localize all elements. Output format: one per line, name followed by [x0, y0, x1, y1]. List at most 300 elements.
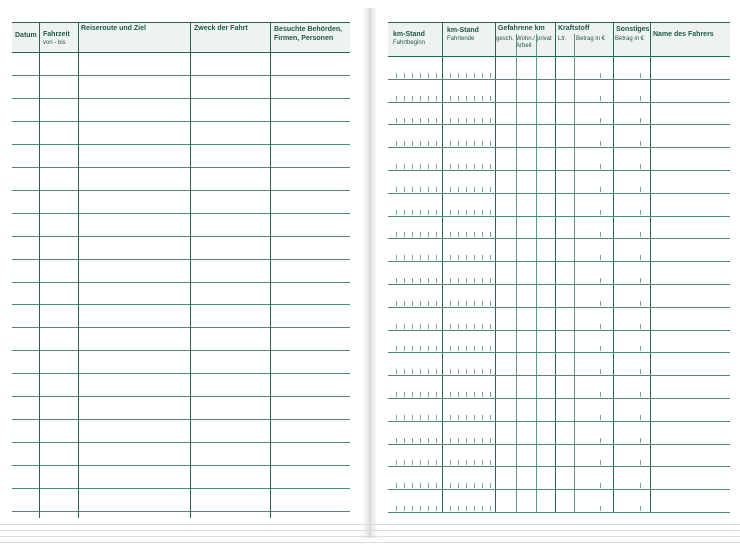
digit-tick [466, 460, 467, 465]
digit-tick [474, 255, 475, 260]
decimal-tick [640, 187, 641, 192]
digit-tick [404, 164, 405, 169]
digit-tick [436, 278, 437, 283]
digit-tick [404, 438, 405, 443]
digit-tick [436, 96, 437, 101]
digit-tick [420, 118, 421, 123]
digit-tick [482, 232, 483, 237]
right-subcolumn-divider [574, 34, 575, 512]
right-column-divider [495, 22, 496, 512]
digit-tick [428, 164, 429, 169]
digit-tick [412, 73, 413, 78]
digit-tick [490, 438, 491, 443]
right-column-divider [555, 22, 556, 512]
digit-tick [466, 210, 467, 215]
digit-tick [490, 255, 491, 260]
digit-tick [428, 438, 429, 443]
right-column-divider [442, 22, 443, 512]
digit-tick [404, 255, 405, 260]
digit-tick [404, 141, 405, 146]
digit-tick [412, 438, 413, 443]
digit-tick [396, 187, 397, 192]
digit-tick [436, 369, 437, 374]
digit-tick [450, 232, 451, 237]
left-row-line [12, 373, 350, 374]
left-column-divider [78, 22, 79, 518]
digit-tick [490, 96, 491, 101]
left-row-line [12, 98, 350, 99]
decimal-tick [640, 324, 641, 329]
digit-tick [404, 369, 405, 374]
digit-tick [396, 438, 397, 443]
left-header-bottom-line [12, 52, 350, 53]
right-row-line [388, 238, 730, 239]
digit-tick [466, 415, 467, 420]
digit-tick [412, 483, 413, 488]
col-datum-header: Datum [15, 32, 37, 39]
digit-tick [490, 415, 491, 420]
digit-tick [436, 301, 437, 306]
digit-tick [412, 460, 413, 465]
digit-tick [420, 278, 421, 283]
col-besuchte-header: Besuchte Behörden, Firmen, Personen [274, 26, 343, 42]
digit-tick [428, 141, 429, 146]
digit-tick [436, 73, 437, 78]
digit-tick [482, 369, 483, 374]
digit-tick [482, 483, 483, 488]
digit-tick [450, 415, 451, 420]
right-row-line [388, 398, 730, 399]
digit-tick [420, 460, 421, 465]
digit-tick [428, 483, 429, 488]
digit-tick [482, 301, 483, 306]
digit-tick [404, 392, 405, 397]
decimal-tick [640, 392, 641, 397]
digit-tick [482, 164, 483, 169]
digit-tick [428, 96, 429, 101]
decimal-tick [600, 346, 601, 351]
decimal-tick [600, 141, 601, 146]
digit-tick [436, 415, 437, 420]
right-header-top-line [388, 22, 730, 23]
digit-tick [428, 278, 429, 283]
digit-tick [428, 187, 429, 192]
left-row-line [12, 213, 350, 214]
digit-tick [466, 369, 467, 374]
digit-tick [482, 460, 483, 465]
decimal-tick [640, 415, 641, 420]
digit-tick [436, 438, 437, 443]
digit-tick [396, 460, 397, 465]
left-row-line [12, 488, 350, 489]
left-row-line [12, 75, 350, 76]
digit-tick [474, 324, 475, 329]
digit-tick [420, 96, 421, 101]
digit-tick [428, 210, 429, 215]
digit-tick [436, 118, 437, 123]
digit-tick [412, 232, 413, 237]
digit-tick [474, 141, 475, 146]
digit-tick [428, 118, 429, 123]
col-km-beginn-sub: Fahrtbeginn [393, 40, 426, 46]
left-row-line [12, 465, 350, 466]
digit-tick [474, 483, 475, 488]
digit-tick [428, 415, 429, 420]
digit-tick [474, 460, 475, 465]
digit-tick [466, 164, 467, 169]
decimal-tick [640, 141, 641, 146]
right-subcolumn-divider [516, 34, 517, 512]
digit-tick [428, 369, 429, 374]
digit-tick [474, 369, 475, 374]
digit-tick [482, 141, 483, 146]
left-row-line [12, 442, 350, 443]
digit-tick [490, 324, 491, 329]
digit-tick [458, 232, 459, 237]
digit-tick [490, 164, 491, 169]
digit-tick [450, 369, 451, 374]
digit-tick [490, 278, 491, 283]
col-sonstiges-sub: Betrag in € [615, 36, 645, 42]
digit-tick [490, 346, 491, 351]
digit-tick [420, 346, 421, 351]
decimal-tick [640, 255, 641, 260]
digit-tick [404, 210, 405, 215]
right-row-line [388, 216, 730, 217]
digit-tick [428, 460, 429, 465]
digit-tick [412, 141, 413, 146]
digit-tick [474, 392, 475, 397]
digit-tick [428, 255, 429, 260]
digit-tick [396, 506, 397, 511]
col-fahrzeit-sub: von - bis [43, 40, 66, 46]
digit-tick [420, 210, 421, 215]
digit-tick [420, 483, 421, 488]
right-row-line [388, 512, 730, 513]
decimal-tick [600, 118, 601, 123]
digit-tick [420, 255, 421, 260]
digit-tick [458, 96, 459, 101]
decimal-tick [640, 506, 641, 511]
digit-tick [396, 324, 397, 329]
digit-tick [490, 506, 491, 511]
digit-tick [458, 141, 459, 146]
digit-tick [404, 346, 405, 351]
digit-tick [436, 232, 437, 237]
digit-tick [458, 278, 459, 283]
digit-tick [436, 392, 437, 397]
digit-tick [428, 232, 429, 237]
digit-tick [420, 369, 421, 374]
digit-tick [396, 369, 397, 374]
digit-tick [396, 483, 397, 488]
digit-tick [420, 506, 421, 511]
digit-tick [412, 164, 413, 169]
digit-tick [466, 346, 467, 351]
digit-tick [428, 324, 429, 329]
digit-tick [466, 96, 467, 101]
digit-tick [474, 415, 475, 420]
digit-tick [404, 415, 405, 420]
digit-tick [404, 324, 405, 329]
digit-tick [490, 232, 491, 237]
digit-tick [436, 187, 437, 192]
decimal-tick [600, 210, 601, 215]
digit-tick [404, 301, 405, 306]
right-row-line [388, 352, 730, 353]
digit-tick [396, 96, 397, 101]
decimal-tick [600, 255, 601, 260]
digit-tick [396, 118, 397, 123]
col-fahrer-header: Name des Fahrers [653, 31, 714, 38]
decimal-tick [640, 164, 641, 169]
digit-tick [436, 141, 437, 146]
digit-tick [412, 346, 413, 351]
digit-tick [482, 73, 483, 78]
left-row-line [12, 304, 350, 305]
digit-tick [482, 210, 483, 215]
right-row-line [388, 124, 730, 125]
digit-tick [436, 255, 437, 260]
digit-tick [450, 506, 451, 511]
digit-tick [466, 301, 467, 306]
right-row-line [388, 466, 730, 467]
digit-tick [404, 96, 405, 101]
digit-tick [450, 460, 451, 465]
right-row-line [388, 375, 730, 376]
right-row-line [388, 421, 730, 422]
digit-tick [482, 506, 483, 511]
digit-tick [428, 346, 429, 351]
digit-tick [466, 73, 467, 78]
decimal-tick [600, 96, 601, 101]
digit-tick [396, 415, 397, 420]
digit-tick [490, 187, 491, 192]
digit-tick [428, 392, 429, 397]
digit-tick [450, 278, 451, 283]
left-row-line [12, 190, 350, 191]
digit-tick [466, 118, 467, 123]
digit-tick [466, 392, 467, 397]
digit-tick [420, 324, 421, 329]
digit-tick [450, 392, 451, 397]
digit-tick [396, 210, 397, 215]
digit-tick [466, 483, 467, 488]
left-row-line [12, 282, 350, 283]
decimal-tick [600, 460, 601, 465]
digit-tick [458, 415, 459, 420]
digit-tick [428, 506, 429, 511]
digit-tick [450, 324, 451, 329]
digit-tick [420, 301, 421, 306]
digit-tick [458, 369, 459, 374]
col-km-ende-header: km-Stand [447, 27, 479, 34]
right-row-line [388, 170, 730, 171]
digit-tick [466, 324, 467, 329]
left-row-line [12, 327, 350, 328]
digit-tick [396, 278, 397, 283]
digit-tick [490, 141, 491, 146]
digit-tick [404, 73, 405, 78]
right-header-bottom-line [388, 56, 730, 57]
left-row-line [12, 511, 350, 512]
page-stack-edges [0, 520, 740, 554]
digit-tick [458, 73, 459, 78]
digit-tick [482, 438, 483, 443]
digit-tick [412, 118, 413, 123]
right-row-line [388, 261, 730, 262]
digit-tick [490, 392, 491, 397]
right-row-line [388, 284, 730, 285]
digit-tick [396, 232, 397, 237]
decimal-tick [640, 301, 641, 306]
digit-tick [396, 164, 397, 169]
decimal-tick [640, 346, 641, 351]
decimal-tick [600, 506, 601, 511]
decimal-tick [600, 164, 601, 169]
digit-tick [490, 301, 491, 306]
digit-tick [450, 438, 451, 443]
left-row-line [12, 121, 350, 122]
digit-tick [428, 73, 429, 78]
digit-tick [458, 187, 459, 192]
digit-tick [396, 392, 397, 397]
left-row-line [12, 259, 350, 260]
digit-tick [436, 483, 437, 488]
digit-tick [412, 278, 413, 283]
decimal-tick [640, 210, 641, 215]
digit-tick [404, 278, 405, 283]
digit-tick [482, 96, 483, 101]
right-page [376, 12, 734, 524]
digit-tick [396, 301, 397, 306]
digit-tick [490, 118, 491, 123]
digit-tick [490, 210, 491, 215]
col-zweck-header: Zweck der Fahrt [194, 25, 248, 32]
digit-tick [412, 415, 413, 420]
digit-tick [474, 210, 475, 215]
decimal-tick [640, 73, 641, 78]
digit-tick [466, 255, 467, 260]
digit-tick [474, 438, 475, 443]
digit-tick [420, 392, 421, 397]
left-page [8, 12, 366, 524]
digit-tick [458, 255, 459, 260]
left-row-line [12, 350, 350, 351]
decimal-tick [640, 483, 641, 488]
digit-tick [404, 460, 405, 465]
digit-tick [474, 346, 475, 351]
digit-tick [412, 301, 413, 306]
decimal-tick [640, 96, 641, 101]
digit-tick [474, 232, 475, 237]
col-reiseroute-header: Reiseroute und Ziel [81, 25, 146, 32]
digit-tick [412, 96, 413, 101]
digit-tick [474, 301, 475, 306]
col-km-ende-sub: Fahrtende [447, 36, 475, 42]
digit-tick [458, 506, 459, 511]
right-row-line [388, 102, 730, 103]
digit-tick [458, 460, 459, 465]
digit-tick [450, 210, 451, 215]
digit-tick [420, 141, 421, 146]
digit-tick [450, 187, 451, 192]
digit-tick [474, 73, 475, 78]
col-privat-sub: privat [537, 36, 552, 42]
decimal-tick [640, 118, 641, 123]
digit-tick [404, 118, 405, 123]
digit-tick [466, 232, 467, 237]
digit-tick [436, 164, 437, 169]
digit-tick [412, 187, 413, 192]
digit-tick [466, 141, 467, 146]
right-row-line [388, 330, 730, 331]
digit-tick [474, 164, 475, 169]
col-wohn-arbeit-sub: Wohn./ Arbeit [516, 36, 535, 49]
decimal-tick [600, 392, 601, 397]
digit-tick [466, 506, 467, 511]
right-column-divider [613, 22, 614, 512]
digit-tick [458, 438, 459, 443]
digit-tick [458, 301, 459, 306]
col-km-beginn-header: km-Stand [393, 31, 425, 38]
digit-tick [412, 369, 413, 374]
left-column-divider [39, 22, 40, 518]
left-header-top-line [12, 22, 350, 23]
decimal-tick [640, 438, 641, 443]
digit-tick [404, 187, 405, 192]
digit-tick [436, 324, 437, 329]
digit-tick [450, 255, 451, 260]
col-sonstiges-header: Sonstiges [616, 26, 650, 33]
digit-tick [396, 73, 397, 78]
decimal-tick [640, 369, 641, 374]
digit-tick [490, 369, 491, 374]
digit-tick [412, 255, 413, 260]
digit-tick [458, 483, 459, 488]
digit-tick [474, 278, 475, 283]
decimal-tick [640, 232, 641, 237]
decimal-tick [600, 369, 601, 374]
digit-tick [412, 210, 413, 215]
decimal-tick [640, 278, 641, 283]
digit-tick [412, 506, 413, 511]
right-row-line [388, 444, 730, 445]
col-kraftstoff-header: Kraftstoff [558, 25, 590, 32]
digit-tick [450, 164, 451, 169]
digit-tick [466, 278, 467, 283]
digit-tick [474, 506, 475, 511]
digit-tick [474, 96, 475, 101]
decimal-tick [600, 187, 601, 192]
digit-tick [490, 73, 491, 78]
left-row-line [12, 236, 350, 237]
digit-tick [428, 301, 429, 306]
decimal-tick [600, 278, 601, 283]
decimal-tick [600, 415, 601, 420]
decimal-tick [600, 232, 601, 237]
digit-tick [450, 483, 451, 488]
decimal-tick [600, 301, 601, 306]
digit-tick [450, 96, 451, 101]
digit-tick [404, 483, 405, 488]
decimal-tick [600, 483, 601, 488]
digit-tick [450, 141, 451, 146]
digit-tick [458, 346, 459, 351]
right-row-line [388, 307, 730, 308]
digit-tick [458, 164, 459, 169]
digit-tick [458, 118, 459, 123]
